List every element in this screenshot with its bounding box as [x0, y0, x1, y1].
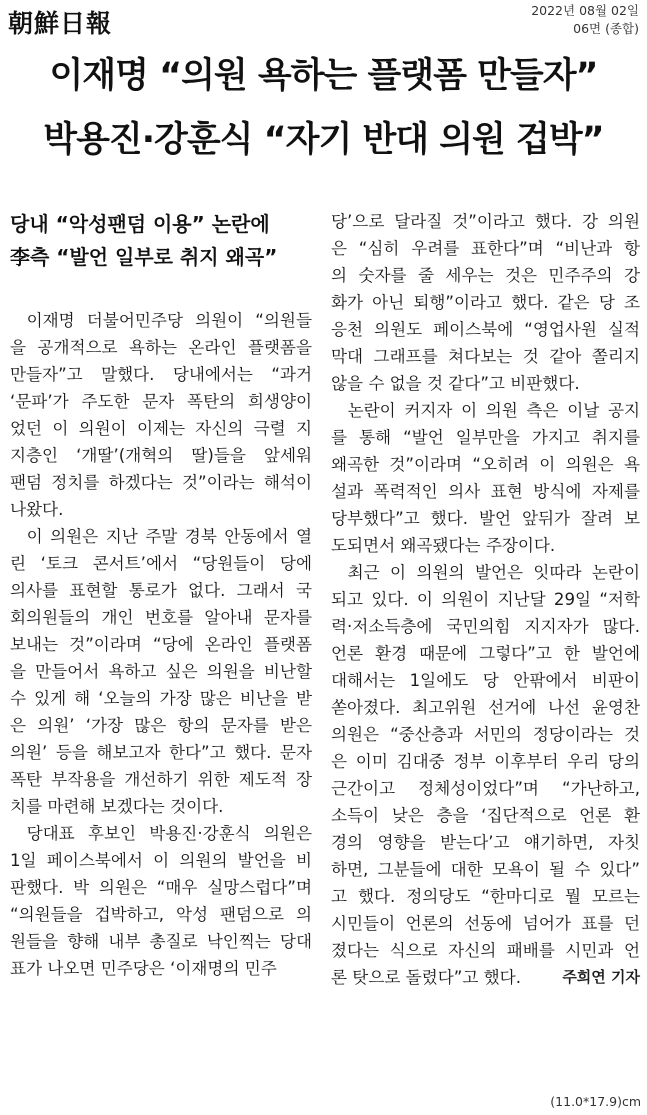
article-line: 소득이 낮은 층을 ‘집단적으로 언론 환: [331, 806, 640, 825]
article-line: 을 만들어서 욕하고 싶은 의원을 비난할: [10, 662, 312, 681]
article-line: 보내는 것”이라며 “당에 온라인 플랫폼: [10, 635, 312, 654]
article-line: 수 있게 해 ‘오늘의 가장 많은 비난을 받: [10, 689, 312, 708]
article-line: 폭탄 부작용을 개선하기 위한 제도적 장: [10, 770, 312, 789]
article-line: 당’으로 달라질 것”이라고 했다. 강 의원: [331, 212, 640, 231]
article-line: 시민들이 언론의 선동에 넘어가 표를 던: [331, 914, 640, 933]
article-line: 지층인 ‘개딸’(개혁의 딸)들을 앞세워: [10, 446, 312, 465]
article-line: 당대표 후보인 박용진·강훈식 의원은: [26, 824, 312, 843]
article-line: 이재명 더불어민주당 의원이 “의원들: [26, 311, 312, 330]
article-line: “의원들을 겁박하고, 악성 팬덤으로 의: [10, 905, 312, 924]
newspaper-masthead: 朝鮮日報: [8, 9, 113, 38]
article-line: 원들을 향해 내부 총질로 낙인찍는 당대: [10, 932, 312, 951]
article-line: 은 의원’ ‘가장 많은 항의 문자를 받은: [10, 716, 312, 735]
article-line: 론 탓으로 돌렸다”고 했다.: [331, 968, 521, 987]
publication-meta: [531, 2, 639, 38]
subheadline-line: 李측 “발언 일부로 취지 왜곡”: [10, 245, 278, 269]
headline-line-1: 이재명 “의원 욕하는 플랫폼 만들자”: [49, 56, 598, 96]
article-line: 치를 마련해 보겠다는 것이다.: [10, 797, 224, 816]
article-column-right: [331, 208, 640, 991]
article-line: 논란이 커지자 이 의원 측은 이날 공지: [347, 401, 640, 420]
article-last-line-with-byline: [331, 964, 640, 991]
article-line: 의원’ 등을 해보고자 한다”고 했다. 문자: [10, 743, 312, 762]
page-section: 06면 (종합): [573, 21, 639, 36]
article-line: 팬덤 정치를 하겠다는 것”이라는 해석이: [10, 473, 312, 492]
article-line: 의 숫자를 줄 세우는 것은 민주주의 강: [331, 266, 640, 285]
article-line: 최근 이 의원의 발언은 잇따라 논란이: [347, 563, 640, 582]
article-line: 하면, 그분들에 대한 모욕이 될 수 있다”: [331, 860, 640, 879]
article-line: 판했다. 박 의원은 “매우 실망스럽다”며: [10, 878, 312, 897]
article-line: 쏟아졌다. 최고위원 선거에 나선 윤영찬: [331, 698, 640, 717]
article-line: 력·저소득층에 국민의힘 지지자가 많다.: [331, 617, 640, 636]
article-line: 근간이고 정체성이었다”며 “가난하고,: [331, 779, 640, 798]
article-line: 의원은 “중산층과 서민의 정당이라는 것: [331, 725, 640, 744]
article-line: 화가 아닌 퇴행”이라고 했다. 같은 당 조: [331, 293, 640, 312]
article-line: 었던 이 의원이 이제는 자신의 극렬 지: [10, 419, 312, 438]
article-line: 대해서는 1일에도 당 안팎에서 비판이: [331, 671, 640, 690]
article-line: 왜곡한 것”이라며 “오히려 이 의원은 욕: [331, 455, 640, 474]
article-line: 린 ‘토크 콘서트’에서 “당원들이 당에: [10, 554, 312, 573]
article-line: 고 했다. 정의당도 “한마디로 뭘 모르는: [331, 887, 640, 906]
subheadline-line: 당내 “악성팬덤 이용” 논란에: [10, 212, 270, 236]
article-line: 의사를 표현할 통로가 없다. 그래서 국: [10, 581, 312, 600]
article-line: 경의 영향을 받는다’고 얘기하면, 자칫: [331, 833, 640, 852]
article-line: 은 이미 김대중 정부 이후부터 우리 당의: [331, 752, 640, 771]
subheadline: [10, 208, 312, 274]
article-size-note: (11.0*17.9)cm: [550, 1094, 641, 1109]
article-line: 설과 폭력적인 의사 표현 방식에 자제를: [331, 482, 640, 501]
article-line: 되고 있다. 이 의원이 지난달 29일 “저학: [331, 590, 640, 609]
article-line: 만들자”고 말했다. 당내에서는 “과거: [10, 365, 312, 384]
article-line: 은 “심히 우려를 표한다”며 “비난과 항: [331, 239, 640, 258]
article-line: 응천 의원도 페이스북에 “영업사원 실적: [331, 320, 640, 339]
headline-line-2: 박용진·강훈식 “자기 반대 의원 겁박”: [43, 120, 604, 160]
article-line: 졌다는 식으로 자신의 패배를 시민과 언: [331, 941, 640, 960]
article-column-left: [10, 208, 312, 982]
article-body-left: [10, 307, 312, 982]
article-line: 당부했다”고 했다. 발언 앞뒤가 잘려 보: [331, 509, 640, 528]
article-line: 도되면서 왜곡됐다는 주장이다.: [331, 536, 556, 555]
article-line: ‘문파’가 주도한 문자 폭탄의 희생양이: [10, 392, 312, 411]
article-line: 않을 수 없을 것 같다”고 비판했다.: [331, 374, 580, 393]
article-body-right: [331, 208, 640, 991]
article-line: 나왔다.: [10, 500, 64, 519]
article-line: 을 공개적으로 욕하는 온라인 플랫폼을: [10, 338, 312, 357]
article-line: 표가 나오면 민주당은 ‘이재명의 민주: [10, 959, 277, 978]
article-line: 이 의원은 지난 주말 경북 안동에서 열: [26, 527, 312, 546]
publication-date: 2022년 08월 02일: [531, 3, 639, 18]
reporter-byline: 주희연 기자: [562, 968, 640, 986]
article-line: 회의원들의 개인 번호를 알아내 문자를: [10, 608, 312, 627]
article-line: 를 통해 “발언 일부만을 가지고 취지를: [331, 428, 640, 447]
article-line: 막대 그래프를 쳐다보는 것 같아 쫄리지: [331, 347, 640, 366]
article-line: 언론 환경 때문에 그렇다”고 한 발언에: [331, 644, 640, 663]
article-line: 1일 페이스북에서 이 의원의 발언을 비: [10, 851, 312, 870]
